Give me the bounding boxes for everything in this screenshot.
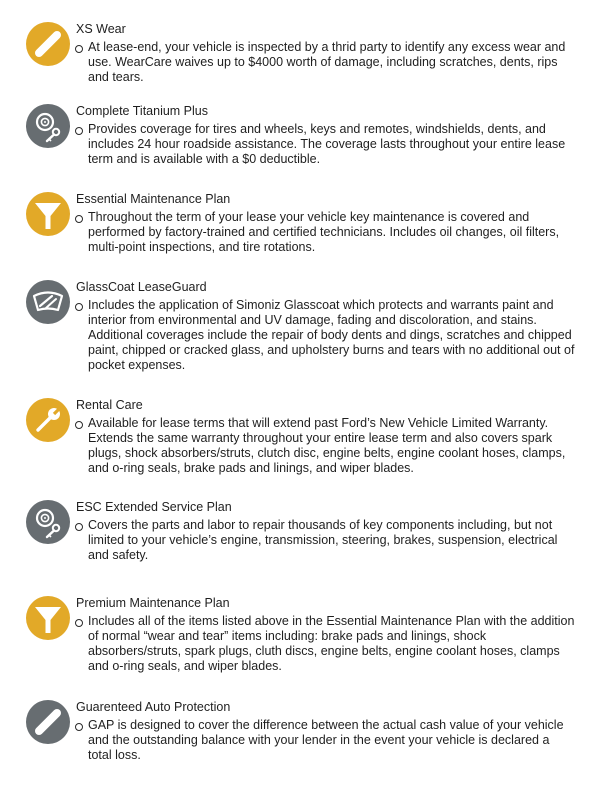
plan-description: Provides coverage for tires and wheels, keys and remotes, windshields, dents, and includes 24 hour roadside assistance. The coverage lasts throughout your entire lease term and is available with a $0 deductible. [88,122,566,166]
bandage-icon [26,22,70,66]
bullet-icon [75,421,83,429]
bullet-icon [75,303,83,311]
plan-description: Includes all of the items listed above in the Essential Maintenance Plan with the addition of normal “wear and tear” items including: brake pads and linings, shock absorbers/struts, spark plugs, cluth discs, engine belts, engine coolant hoses, clamps and o-ring seals, and wiper blades. [88,614,575,673]
plan-title: Rental Care [76,398,143,412]
plan-title: Guarenteed Auto Protection [76,700,231,714]
plan-title: Essential Maintenance Plan [76,192,231,206]
plan-title: ESC Extended Service Plan [76,500,232,514]
plan-title: GlassCoat LeaseGuard [76,280,207,294]
bullet-icon [75,215,83,223]
tire-and-key-icon [26,500,70,544]
windshield-wiper-icon [26,280,70,324]
plan-description: At lease-end, your vehicle is inspected by a thrid party to identify any excess wear and use. WearCare waives up to $4000 worth of damage, including scratches, dents, rips and tears. [88,40,566,84]
tire-and-key-icon [26,104,70,148]
plan-description: Throughout the term of your lease your vehicle key maintenance is covered and performed by factory-trained and certified technicians. Includes oil changes, oil filters, multi-point inspections, and tire rotations. [88,210,560,254]
wrench-icon [26,398,70,442]
plan-title: Complete Titanium Plus [76,104,209,118]
plan-description: Covers the parts and labor to repair thousands of key components including, but not limited to your vehicle’s engine, transmission, steering, brakes, suspension, electrical and safety. [88,518,558,562]
plan-description: Available for lease terms that will extend past Ford’s New Vehicle Limited Warranty. Extends the same warranty throughout your entire lease term and also covers spark plugs, shock absorbers/struts, clutch disc, engine belts, engine coolant hoses, clamps, and o-ring seals, brake pads and linings, and wiper blades. [88,416,566,475]
bullet-icon [75,127,83,135]
funnel-icon [26,596,70,640]
bullet-icon [75,723,83,731]
bullet-icon [75,619,83,627]
funnel-icon [26,192,70,236]
plan-title: Premium Maintenance Plan [76,596,230,610]
bullet-icon [75,45,83,53]
bandage-icon [26,700,70,744]
plan-description: Includes the application of Simoniz Glasscoat which protects and warrants paint and interior from environmental and UV damage, fading and discoloration, and stains. Additional coverages include the repair of body dents and dings, scratches and chipped paint, chipped or cracked glass, and upholstery burns and tears with no additional out of pocket expenses. [88,298,575,372]
plan-description: GAP is designed to cover the difference between the actual cash value of your vehicle and the outstanding balance with your lender in the event your vehicle is declared a total loss. [88,718,564,762]
bullet-icon [75,523,83,531]
plan-title: XS Wear [76,22,126,36]
